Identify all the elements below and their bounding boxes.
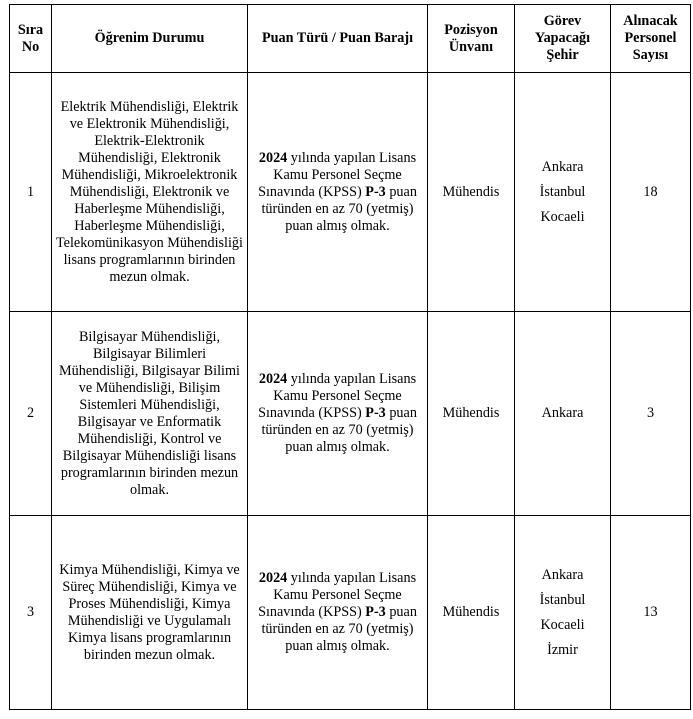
city: Ankara — [541, 158, 584, 175]
score-threshold: puan türünden en az 70 (yetmiş) puan almış olmak. — [261, 183, 417, 234]
score-text: yılında yapılan Lisans Kamu Personel Seçme Sınavında (KPSS) — [258, 570, 417, 620]
position-title: Mühendis — [428, 516, 515, 710]
position-title: Mühendis — [428, 312, 515, 516]
city: Ankara — [541, 566, 584, 583]
city: Kocaeli — [540, 616, 585, 633]
score-text: yılında yapılan Lisans Kamu Personel Seçme Sınavında (KPSS) — [258, 149, 417, 200]
city-list — [515, 516, 611, 710]
city: İzmir — [547, 641, 578, 658]
header-puan-turu: Puan Türü / Puan Barajı — [248, 5, 428, 73]
score-threshold: puan türünden en az 70 (yetmiş) puan almış olmak. — [261, 405, 417, 455]
position-title: Mühendis — [428, 73, 515, 312]
row-number: 1 — [10, 73, 52, 312]
header-personel-sayisi: Alınacak Personel Sayısı — [611, 5, 691, 73]
table-row — [10, 312, 691, 516]
city: Kocaeli — [540, 208, 585, 225]
score-requirement — [248, 516, 428, 710]
education-requirement: Bilgisayar Mühendisliği, Bilgisayar Bilimleri Mühendisliği, Bilgisayar Bilimi ve Mühendisliği, Bilişim Sistemleri Mühendisliği, Bilgisayar ve Enformatik Mühendisliği, Kontrol ve Bilgisayar Mühendisliği lisans programlarının birinden mezun olmak. — [52, 312, 248, 516]
score-year: 2024 — [258, 149, 288, 166]
score-text: yılında yapılan Lisans Kamu Personel Seçme Sınavında (KPSS) — [258, 371, 417, 421]
score-type: P-3 — [365, 604, 386, 620]
personnel-count: 18 — [611, 73, 691, 312]
city: İstanbul — [539, 591, 586, 608]
personnel-count: 3 — [611, 312, 691, 516]
city-list — [515, 73, 611, 312]
header-gorev-sehir: Görev Yapacağı Şehir — [515, 5, 611, 73]
table-header-row — [10, 5, 691, 73]
score-year: 2024 — [258, 570, 288, 586]
row-number: 2 — [10, 312, 52, 516]
city: Ankara — [541, 405, 584, 421]
personnel-count: 13 — [611, 516, 691, 710]
recruitment-table — [9, 4, 691, 710]
row-number: 3 — [10, 516, 52, 710]
city-list — [515, 312, 611, 516]
header-ogrenim-durumu: Öğrenim Durumu — [52, 5, 248, 73]
score-requirement — [248, 312, 428, 516]
score-requirement — [248, 73, 428, 312]
education-requirement: Elektrik Mühendisliği, Elektrik ve Elektronik Mühendisliği, Elektrik-Elektronik Mühendisliği, Elektronik Mühendisliği, Mikroelektronik Mühendisliği, Elektronik ve Haberleşme Mühendisliği, Haberleşme Mühendisliği, Telekomünikasyon Mühendisliği lisans programlarının birinden mezun olmak. — [52, 73, 248, 312]
city: İstanbul — [539, 183, 586, 200]
score-type: P-3 — [365, 183, 386, 200]
score-type: P-3 — [365, 405, 386, 421]
table-row — [10, 516, 691, 710]
table-row — [10, 73, 691, 312]
score-threshold: puan türünden en az 70 (yetmiş) puan almış olmak. — [261, 604, 417, 654]
header-sira-no: Sıra No — [10, 5, 52, 73]
education-requirement: Kimya Mühendisliği, Kimya ve Süreç Mühendisliği, Kimya ve Proses Mühendisliği, Kimya Mühendisliği ve Uygulamalı Kimya lisans programlarının birinden mezun olmak. — [52, 516, 248, 710]
score-year: 2024 — [258, 371, 288, 387]
header-pozisyon-unvani: Pozisyon Ünvanı — [428, 5, 515, 73]
